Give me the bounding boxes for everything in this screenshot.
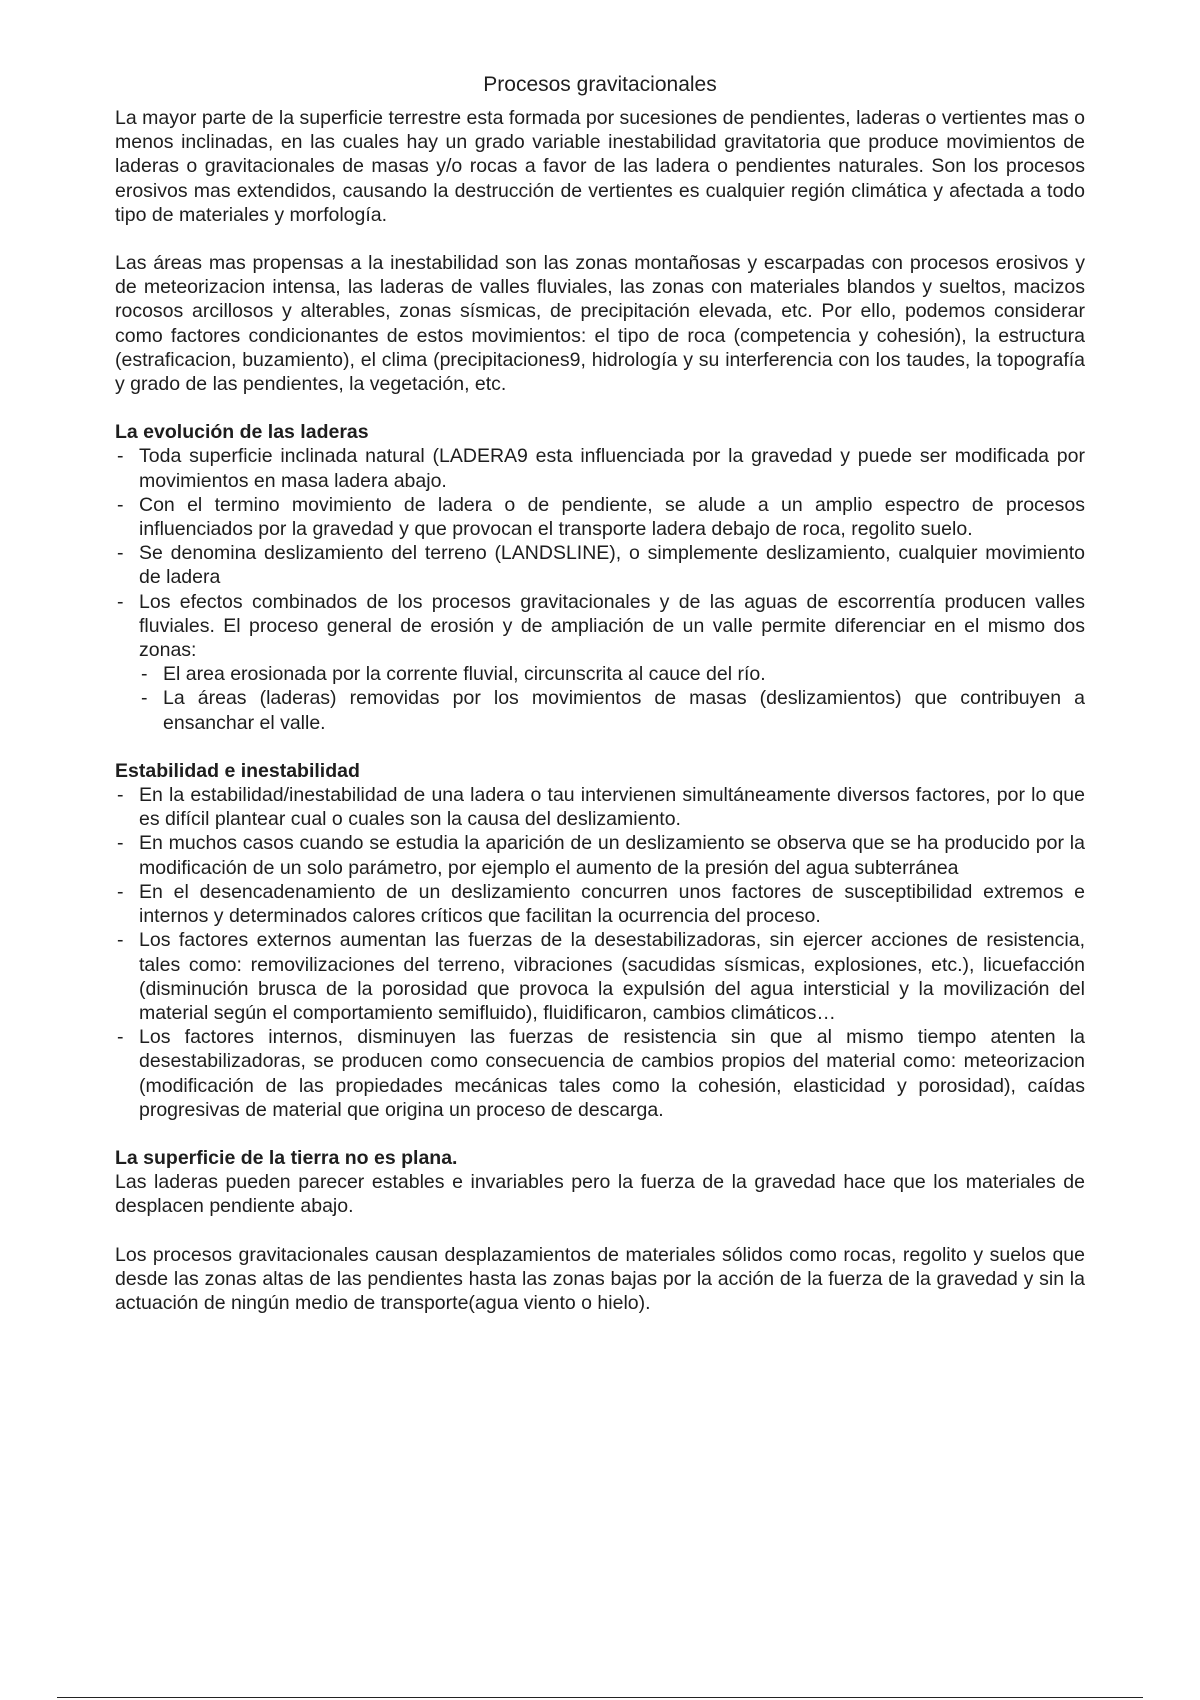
list-item: - Se denomina deslizamiento del terreno (LANDSLINE), o simplemente deslizamiento, cualquier movimiento de ladera bbox=[115, 541, 1085, 589]
section-heading: La evolución de las laderas bbox=[115, 421, 369, 444]
list-item: - En la estabilidad/inestabilidad de una ladera o tau intervienen simultáneamente diversos factores, por lo que es difícil plantear cual o cuales son la causa del deslizamiento. bbox=[115, 783, 1085, 831]
intro-paragraph-1: La mayor parte de la superficie terrestre esta formada por sucesiones de pendientes, laderas o vertientes mas o menos inclinadas, en las cuales hay un grado variable inestabilidad gravitatoria que produce movimientos de laderas o gravitacionales de masas y/o rocas a favor de las ladera o pendientes naturales. Son los procesos erosivos mas extendidos, causando la destrucción de vertientes es cualquier región climática y afectada a todo tipo de materiales y morfología. bbox=[115, 107, 1085, 226]
intro-paragraph-2: Las áreas mas propensas a la inestabilidad son las zonas montañosas y escarpadas con procesos erosivos y de meteorizacion intensa, las laderas de valles fluviales, las zonas con materiales blandos y sueltos, macizos rocosos arcillosos y alterables, zonas sísmicas, de precipitación elevada, etc. Por ello, podemos considerar como factores condicionantes de estos movimientos: el tipo de roca (competencia y cohesión), la estructura (estraficacion, buzamiento), el clima (precipitaciones9, hidrología y su interferencia con los taudes, la topografía y grado de las pendientes, la vegetación, etc. bbox=[115, 252, 1085, 396]
list-item: - Con el termino movimiento de ladera o de pendiente, se alude a un amplio espectro de procesos influenciados por la gravedad y que provocan el transporte ladera debajo de roca, regolito suelo. bbox=[115, 493, 1085, 541]
section-estabilidad bbox=[115, 759, 1085, 1122]
sub-bullet-list bbox=[139, 662, 1085, 735]
list-item: - Los factores externos aumentan las fuerzas de la desestabilizadoras, sin ejercer acciones de resistencia, tales como: removilizaciones del terreno, vibraciones (sacudidas sísmicas, explosiones, etc.), licuefacción (disminución brusca de la porosidad que provoca la expulsión del agua intersticial y la movilización del material según el comportamiento semifluido), fluidificaron, cambios climáticos… bbox=[115, 928, 1085, 1025]
list-item: - Los factores internos, disminuyen las fuerzas de resistencia sin que al mismo tiempo atenten la desestabilizadoras, se producen como consecuencia de cambios propios del material como: meteorizacion (modificación de las propiedades mecánicas tales como la cohesión, elasticidad y porosidad), caídas progresivas de material que origina un proceso de descarga. bbox=[115, 1025, 1085, 1122]
section-heading: Estabilidad e inestabilidad bbox=[115, 759, 360, 782]
sub-list-item: - El area erosionada por la corrente fluvial, circunscrita al cauce del río. bbox=[139, 662, 1085, 686]
sub-list-item: - La áreas (laderas) removidas por los movimientos de masas (deslizamientos) que contribuyen a ensanchar el valle. bbox=[139, 686, 1085, 734]
list-item: - Toda superficie inclinada natural (LADERA9 esta influenciada por la gravedad y puede ser modificada por movimientos en masa ladera abajo. bbox=[115, 444, 1085, 492]
list-item: - En el desencadenamiento de un deslizamiento concurren unos factores de susceptibilidad extremos e internos y determinados calores críticos que facilitan la ocurrencia del proceso. bbox=[115, 880, 1085, 928]
section-evolucion-laderas bbox=[115, 420, 1085, 735]
bullet-list bbox=[115, 783, 1085, 1122]
body-paragraph: Los procesos gravitacionales causan desplazamientos de materiales sólidos como rocas, regolito y suelos que desde las zonas altas de las pendientes hasta las zonas bajas por la acción de la fuerza de la gravedad y sin la actuación de ningún medio de transporte(agua viento o hielo). bbox=[115, 1243, 1085, 1314]
document-title: Procesos gravitacionales bbox=[483, 73, 717, 96]
body-paragraph: Las laderas pueden parecer estables e invariables pero la fuerza de la gravedad hace que los materiales de desplacen pendiente abajo. bbox=[115, 1171, 1085, 1218]
section-heading: La superficie de la tierra no es plana. bbox=[115, 1146, 458, 1169]
list-item bbox=[115, 590, 1085, 735]
list-item-text: Los efectos combinados de los procesos gravitacionales y de las aguas de escorrentía producen valles fluviales. El proceso general de erosión y de ampliación de un valle permite diferenciar en el mismo dos zonas: bbox=[139, 590, 1085, 662]
footer-divider bbox=[57, 1697, 1143, 1698]
list-item: - En muchos casos cuando se estudia la aparición de un deslizamiento se observa que se ha producido por la modificación de un solo parámetro, por ejemplo el aumento de la presión del agua subterránea bbox=[115, 831, 1085, 879]
section-superficie bbox=[115, 1146, 1085, 1315]
bullet-list bbox=[115, 444, 1085, 734]
document-page bbox=[115, 72, 1085, 1339]
